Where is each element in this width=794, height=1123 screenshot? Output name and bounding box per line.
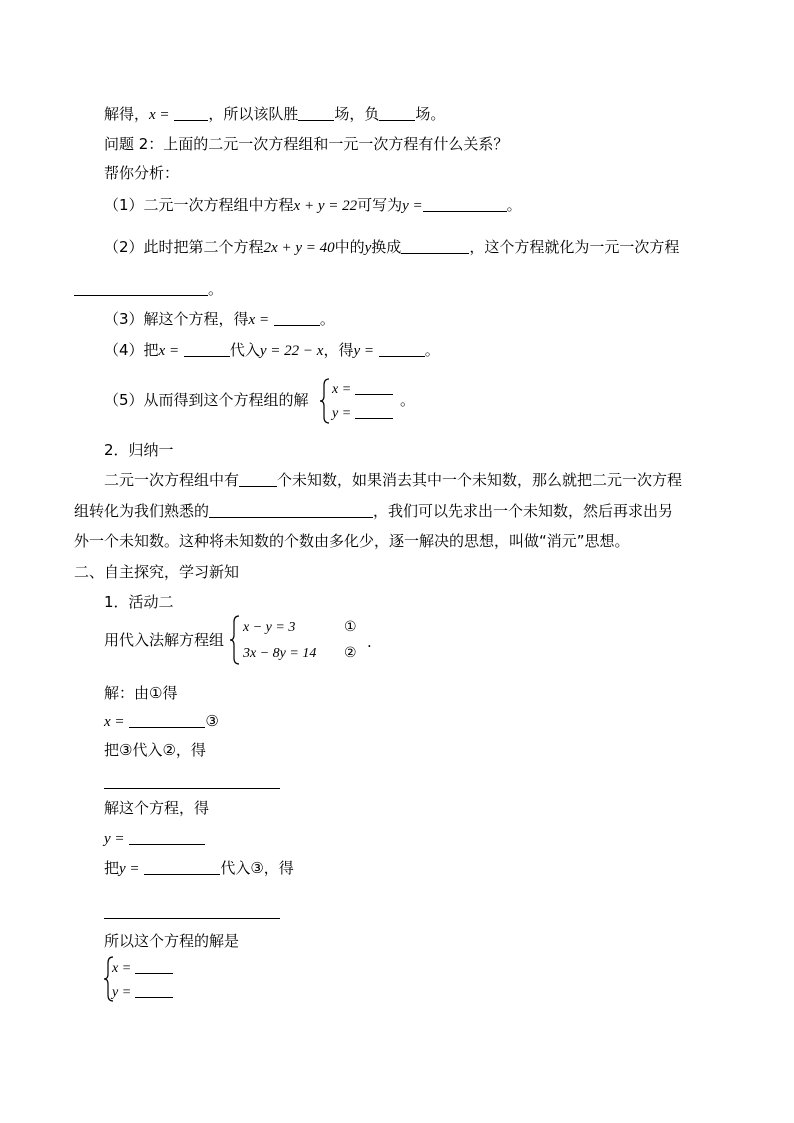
answer-blank[interactable] (74, 280, 208, 296)
text: 代入③，得 (220, 859, 294, 877)
text: 。 (208, 280, 224, 298)
math: y = (402, 198, 423, 214)
brace-icon (230, 615, 240, 665)
math: y (364, 240, 372, 256)
math: y = (112, 985, 132, 1000)
math: x = (149, 107, 170, 123)
answer-blank[interactable] (129, 712, 205, 728)
system-row (112, 983, 173, 1002)
step-2-cont (74, 279, 223, 299)
text: 解得， (104, 105, 150, 123)
text: 中的 (334, 238, 365, 256)
text: 可写为 (357, 196, 403, 214)
math: y = 22 − x (259, 343, 324, 359)
system-row (243, 618, 295, 637)
math: 3x − 8y = 14 (243, 646, 317, 661)
math: y = (332, 406, 352, 421)
text: ，我们可以先求出一个未知数，然后再求出另 (373, 502, 674, 520)
summary-line-3: 外一个未知数。这种将未知数的个数由多化少，逐一解决的思想，叫做“消元”思想。 (74, 532, 630, 550)
answer-blank[interactable] (379, 341, 425, 357)
math: 2x + y = 40 (263, 240, 335, 256)
answer-blank[interactable] (355, 382, 393, 395)
system-row (243, 644, 316, 663)
answer-blank[interactable] (209, 502, 373, 518)
math: x = (112, 961, 132, 976)
math: x = (248, 312, 270, 328)
solution-step-3: 把③代入②，得 (104, 741, 206, 759)
math: x − y = 3 (243, 620, 296, 635)
text: （2）此时把第二个方程 (104, 238, 264, 256)
system-row (332, 404, 393, 423)
solution-step-2 (104, 711, 219, 732)
text: （4）把 (104, 341, 159, 359)
answer-blank[interactable] (298, 105, 334, 121)
step-5 (104, 390, 309, 410)
text: 场，负 (334, 105, 380, 123)
step-1 (104, 195, 522, 216)
section-summary-title: 2．归纳一 (104, 441, 174, 459)
math: y = (119, 861, 140, 877)
math: x + y = 22 (293, 198, 358, 214)
equation-marker-1: ① (344, 619, 357, 635)
text: 场。 (415, 105, 446, 123)
answer-blank[interactable] (129, 829, 205, 845)
answer-blank[interactable] (144, 859, 220, 875)
text: ，这个方程就化为一元一次方程 (469, 238, 680, 256)
answer-blank[interactable] (104, 903, 280, 919)
answer-blank[interactable] (239, 471, 277, 487)
text: ，所以该队胜 (208, 105, 299, 123)
math: x = (104, 714, 125, 730)
system-row (112, 959, 173, 978)
solve-result-line (104, 104, 445, 125)
step-3 (104, 309, 335, 330)
solution-step-5: 解这个方程，得 (104, 799, 210, 817)
text: （5）从而得到这个方程组的解 (104, 391, 309, 409)
math: y = (104, 831, 125, 847)
text: 。 (424, 341, 440, 359)
math: y = (353, 343, 374, 359)
text: 。 (319, 310, 335, 328)
text: 换成 (371, 238, 402, 256)
system-row (332, 380, 393, 399)
period: . (367, 633, 372, 651)
answer-blank[interactable] (184, 341, 230, 357)
answer-blank[interactable] (274, 310, 320, 326)
answer-blank[interactable] (379, 105, 415, 121)
text: 把 (104, 859, 120, 877)
summary-line-1 (104, 470, 682, 490)
text: （1）二元一次方程组中方程 (104, 196, 294, 214)
solution-step-6 (104, 828, 205, 849)
answer-blank[interactable] (401, 238, 469, 254)
solution-system-2 (104, 956, 204, 1002)
text: 组转化为我们熟悉的 (74, 502, 210, 520)
activity-2-title: 1．活动二 (104, 593, 174, 611)
step-4 (104, 340, 440, 361)
summary-line-2 (74, 501, 673, 521)
answer-blank[interactable] (423, 196, 507, 212)
answer-blank[interactable] (104, 773, 280, 789)
answer-blank[interactable] (355, 406, 393, 419)
solution-step-7 (104, 858, 294, 879)
text: ，得 (323, 341, 354, 359)
question-2: 问题 2：上面的二元一次方程组和一元一次方程有什么关系？ (104, 135, 509, 153)
help-analysis-label: 帮你分析： (104, 164, 180, 182)
step-5-end: 。 (400, 391, 416, 409)
math: x = (332, 382, 352, 397)
equation-marker-3: ③ (205, 712, 219, 730)
answer-blank[interactable] (135, 961, 173, 974)
activity-question: 用代入法解方程组 (104, 631, 225, 649)
brace-icon (320, 378, 330, 424)
text: 二元一次方程组中有 (104, 471, 240, 489)
step-2 (104, 237, 679, 258)
answer-blank[interactable] (135, 985, 173, 998)
solution-step-9: 所以这个方程的解是 (104, 932, 240, 950)
equation-system (230, 615, 380, 665)
text: 。 (506, 196, 522, 214)
answer-blank[interactable] (174, 105, 208, 121)
text: （3）解这个方程，得 (104, 310, 249, 328)
text: 个未知数，如果消去其中一个未知数，那么就把二元一次方程 (277, 471, 683, 489)
solution-step-8 (104, 902, 280, 922)
section-2-title: 二、自主探究，学习新知 (74, 563, 240, 581)
solution-step-4 (104, 772, 280, 792)
math: x = (158, 343, 180, 359)
solution-step-1: 解：由①得 (104, 684, 178, 702)
text: 代入 (229, 341, 260, 359)
equation-marker-2: ② (344, 645, 357, 661)
